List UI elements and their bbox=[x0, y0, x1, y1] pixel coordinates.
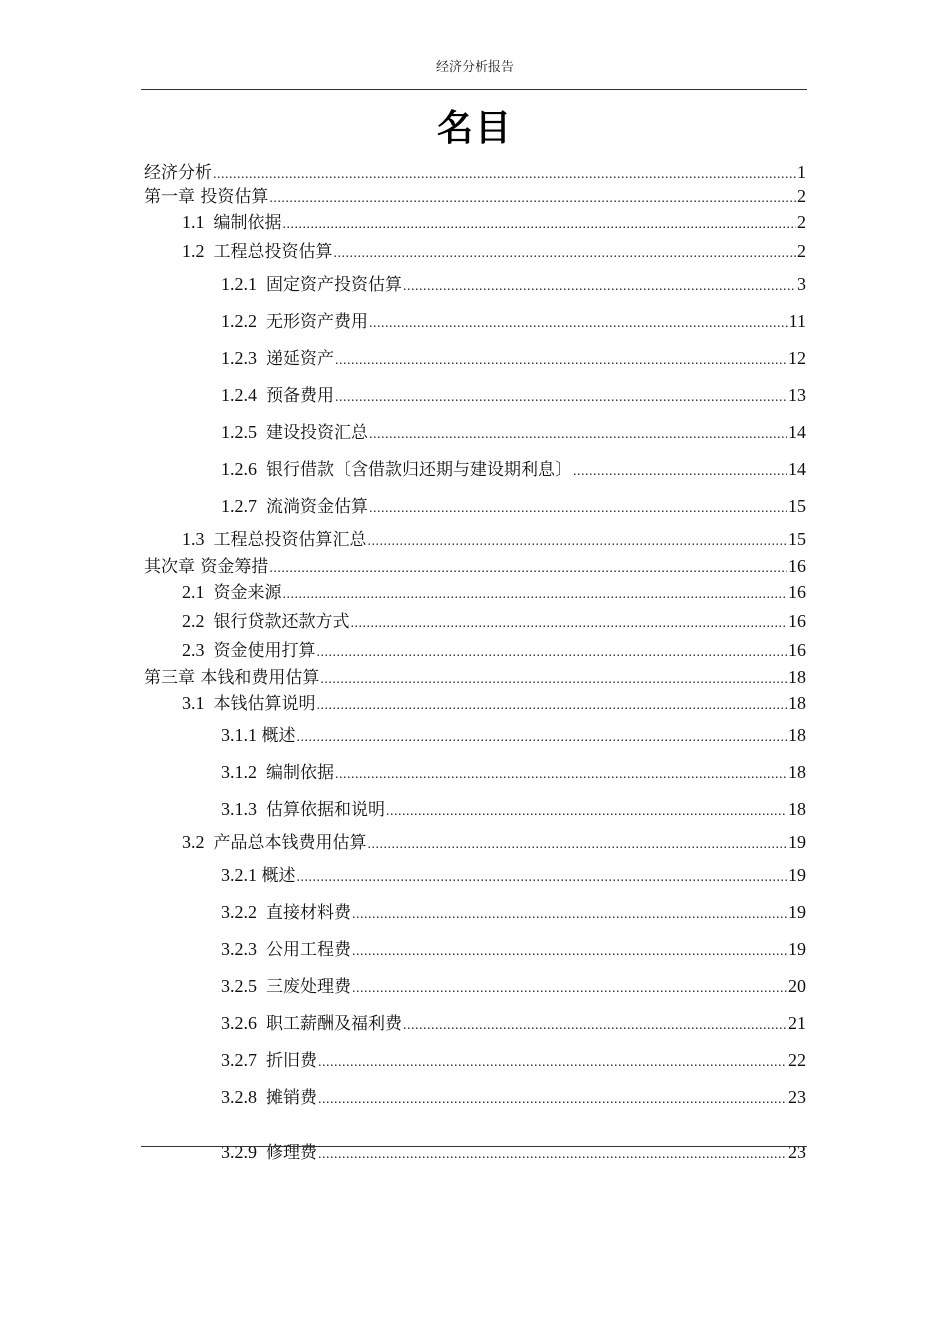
toc-page-number: 18 bbox=[788, 667, 806, 687]
toc-entry-number: 3.2.7 bbox=[221, 1050, 257, 1070]
toc-entry-title: 递延资产 bbox=[266, 349, 334, 369]
toc-page-number: 1 bbox=[797, 162, 806, 182]
toc-leader bbox=[352, 904, 787, 926]
toc-entry[interactable] bbox=[182, 831, 806, 856]
toc-entry-number: 3.2.6 bbox=[221, 1013, 257, 1033]
toc-entry-title: 编制依据 bbox=[213, 213, 282, 233]
toc-leader bbox=[318, 1089, 787, 1111]
toc-leader bbox=[368, 834, 788, 856]
toc-page-number: 11 bbox=[788, 311, 806, 331]
toc-entry-number: 3.1.2 bbox=[221, 762, 257, 782]
toc-entry[interactable] bbox=[221, 938, 806, 963]
toc-page-number: 15 bbox=[788, 496, 806, 516]
toc-entry[interactable] bbox=[221, 1086, 806, 1111]
toc-entry-title: 第三章 本钱和费用估算 bbox=[144, 668, 320, 688]
toc-page-number: 19 bbox=[788, 832, 806, 852]
toc-entry[interactable] bbox=[221, 864, 806, 889]
toc-leader bbox=[269, 188, 796, 210]
header-rule bbox=[141, 89, 807, 90]
toc-page-number: 16 bbox=[788, 611, 806, 631]
toc-page-number: 3 bbox=[797, 274, 806, 294]
toc-entry-number: 1.1 bbox=[182, 212, 205, 232]
page-title: 名目 bbox=[436, 108, 513, 149]
toc-leader bbox=[368, 531, 788, 553]
toc-entry-number: 1.3 bbox=[182, 529, 205, 549]
toc-page-number: 13 bbox=[788, 385, 806, 405]
toc-entry[interactable] bbox=[221, 421, 806, 446]
toc-entry-title: 本钱估算说明 bbox=[213, 694, 316, 714]
toc-page-number: 16 bbox=[788, 582, 806, 602]
toc-entry[interactable] bbox=[221, 347, 806, 372]
toc-entry[interactable] bbox=[182, 610, 806, 635]
toc-entry[interactable] bbox=[182, 211, 806, 236]
toc-page-number: 2 bbox=[797, 212, 806, 232]
toc-leader bbox=[283, 214, 797, 236]
toc-page-number: 16 bbox=[788, 556, 806, 576]
toc-page-number: 19 bbox=[788, 902, 806, 922]
toc-page-number: 18 bbox=[788, 725, 806, 745]
toc-leader bbox=[334, 243, 797, 265]
toc-page-number: 18 bbox=[788, 762, 806, 782]
toc-entry-title: 预备费用 bbox=[266, 386, 334, 406]
toc-entry-number: 3.2.5 bbox=[221, 976, 257, 996]
toc-leader bbox=[335, 387, 787, 409]
toc-entry-title: 工程总投资估算汇总 bbox=[213, 530, 367, 550]
toc-leader bbox=[318, 1144, 787, 1166]
toc-leader bbox=[403, 1015, 787, 1037]
toc-entry-title: 估算依据和说明 bbox=[266, 800, 385, 820]
toc-leader bbox=[297, 867, 788, 889]
toc-leader bbox=[386, 801, 787, 823]
toc-entry-title: 资金来源 bbox=[213, 583, 282, 603]
toc-page-number: 19 bbox=[788, 939, 806, 959]
header-title: 经济分析报告 bbox=[435, 60, 514, 75]
toc-entry-number: 1.2.2 bbox=[221, 311, 257, 331]
toc-leader bbox=[352, 941, 787, 963]
toc-leader bbox=[369, 498, 787, 520]
toc-entry-number: 1.2.5 bbox=[221, 422, 257, 442]
toc-entry-title: 修理费 bbox=[266, 1143, 317, 1163]
toc-leader bbox=[317, 695, 788, 717]
toc-leader bbox=[351, 613, 788, 635]
toc-entry-title: 第一章 投资估算 bbox=[144, 187, 269, 207]
toc-entry-title: 无形资产费用 bbox=[266, 312, 368, 332]
toc-leader bbox=[335, 764, 787, 786]
toc-entry[interactable] bbox=[221, 1012, 806, 1037]
toc-leader bbox=[369, 424, 787, 446]
toc-entry-number: 1.2.1 bbox=[221, 274, 257, 294]
toc-leader bbox=[283, 584, 788, 606]
toc-entry-number: 2.1 bbox=[182, 582, 205, 602]
toc-page-number: 23 bbox=[788, 1142, 806, 1162]
toc-entry-title: 资金使用打算 bbox=[213, 641, 316, 661]
toc-entry-title: 编制依据 bbox=[266, 763, 334, 783]
toc-leader bbox=[403, 276, 796, 298]
toc-leader bbox=[213, 164, 796, 186]
toc-entry-number: 1.2.7 bbox=[221, 496, 257, 516]
toc-entry-title: 直接材料费 bbox=[266, 903, 351, 923]
toc-entry[interactable] bbox=[221, 495, 806, 520]
toc-entry-number: 1.2.6 bbox=[221, 459, 257, 479]
toc-entry-number: 2.2 bbox=[182, 611, 205, 631]
footer-rule bbox=[141, 1146, 807, 1147]
toc-entry-title: 固定资产投资估算 bbox=[266, 275, 402, 295]
toc-entry[interactable] bbox=[144, 555, 806, 580]
toc-page-number: 23 bbox=[788, 1087, 806, 1107]
toc-entry[interactable] bbox=[221, 310, 806, 335]
toc-entry-title: 银行借款〔含借款归还期与建设期利息〕 bbox=[266, 460, 572, 480]
toc-entry[interactable] bbox=[221, 975, 806, 1000]
toc-leader bbox=[320, 669, 787, 691]
toc-entry[interactable] bbox=[221, 458, 806, 483]
toc-entry[interactable] bbox=[221, 384, 806, 409]
toc-entry[interactable] bbox=[144, 161, 806, 186]
toc-page-number: 2 bbox=[797, 241, 806, 261]
toc-entry-title: 经济分析 bbox=[144, 163, 212, 183]
toc-page-number: 14 bbox=[788, 422, 806, 442]
toc-entry-title: 三废处理费 bbox=[266, 977, 351, 997]
toc-entry[interactable] bbox=[182, 240, 806, 265]
toc-page-number: 18 bbox=[788, 799, 806, 819]
toc-leader bbox=[369, 313, 788, 335]
toc-entry-number: 3.1.3 bbox=[221, 799, 257, 819]
toc-entry-title: 折旧费 bbox=[266, 1051, 317, 1071]
toc-leader bbox=[573, 461, 787, 483]
toc-leader bbox=[297, 727, 788, 749]
toc-entry-number: 3.2 bbox=[182, 832, 205, 852]
toc-leader bbox=[269, 558, 787, 580]
toc-leader bbox=[318, 1052, 787, 1074]
toc-entry[interactable] bbox=[221, 798, 806, 823]
toc-entry-number: 3.2.8 bbox=[221, 1087, 257, 1107]
toc-page-number: 21 bbox=[788, 1013, 806, 1033]
toc-entry[interactable] bbox=[221, 724, 806, 749]
toc-entry[interactable] bbox=[144, 185, 806, 210]
toc-page-number: 12 bbox=[788, 348, 806, 368]
toc-entry-number: 3.2.9 bbox=[221, 1142, 257, 1162]
toc-entry-title: 概述 bbox=[261, 726, 296, 746]
toc-entry-title: 产品总本钱费用估算 bbox=[213, 833, 367, 853]
toc-entry-title: 工程总投资估算 bbox=[213, 242, 333, 262]
toc-entry-number: 1.2.3 bbox=[221, 348, 257, 368]
toc-entry-number: 3.1 bbox=[182, 693, 205, 713]
toc-entry[interactable] bbox=[144, 666, 806, 691]
toc-page-number: 22 bbox=[788, 1050, 806, 1070]
toc-entry-title: 职工薪酬及福利费 bbox=[266, 1014, 402, 1034]
toc-entry[interactable] bbox=[221, 1049, 806, 1074]
toc-entry[interactable] bbox=[221, 761, 806, 786]
toc-entry-number: 3.2.3 bbox=[221, 939, 257, 959]
toc-entry-title: 流淌资金估算 bbox=[266, 497, 368, 517]
toc-entry-number: 1.2.4 bbox=[221, 385, 257, 405]
toc-page-number: 14 bbox=[788, 459, 806, 479]
toc-leader bbox=[335, 350, 787, 372]
toc-entry-title: 银行贷款还款方式 bbox=[213, 612, 350, 632]
toc-entry[interactable] bbox=[182, 692, 806, 717]
toc-entry-title: 其次章 资金筹措 bbox=[144, 557, 269, 577]
toc-page-number: 19 bbox=[788, 865, 806, 885]
toc-page-number: 15 bbox=[788, 529, 806, 549]
toc-entry[interactable] bbox=[182, 528, 806, 553]
toc-entry-title: 公用工程费 bbox=[266, 940, 351, 960]
toc-entry-title: 概述 bbox=[261, 866, 296, 886]
toc-entry-number: 3.2.1 bbox=[221, 865, 257, 885]
toc-entry-number: 2.3 bbox=[182, 640, 205, 660]
toc-page-number: 18 bbox=[788, 693, 806, 713]
toc-page-number: 20 bbox=[788, 976, 806, 996]
toc-entry-title: 摊销费 bbox=[266, 1088, 317, 1108]
toc-entry[interactable] bbox=[182, 581, 806, 606]
toc-leader bbox=[352, 978, 787, 1000]
toc-page-number: 16 bbox=[788, 640, 806, 660]
toc-leader bbox=[317, 642, 788, 664]
toc-entry[interactable] bbox=[221, 901, 806, 926]
toc-entry-number: 1.2 bbox=[182, 241, 205, 261]
toc-entry-number: 3.1.1 bbox=[221, 725, 257, 745]
toc-page-number: 2 bbox=[797, 186, 806, 206]
toc-entry[interactable] bbox=[221, 1141, 806, 1166]
toc-entry[interactable] bbox=[182, 639, 806, 664]
toc-entry[interactable] bbox=[221, 273, 806, 298]
toc-entry-title: 建设投资汇总 bbox=[266, 423, 368, 443]
toc-entry-number: 3.2.2 bbox=[221, 902, 257, 922]
